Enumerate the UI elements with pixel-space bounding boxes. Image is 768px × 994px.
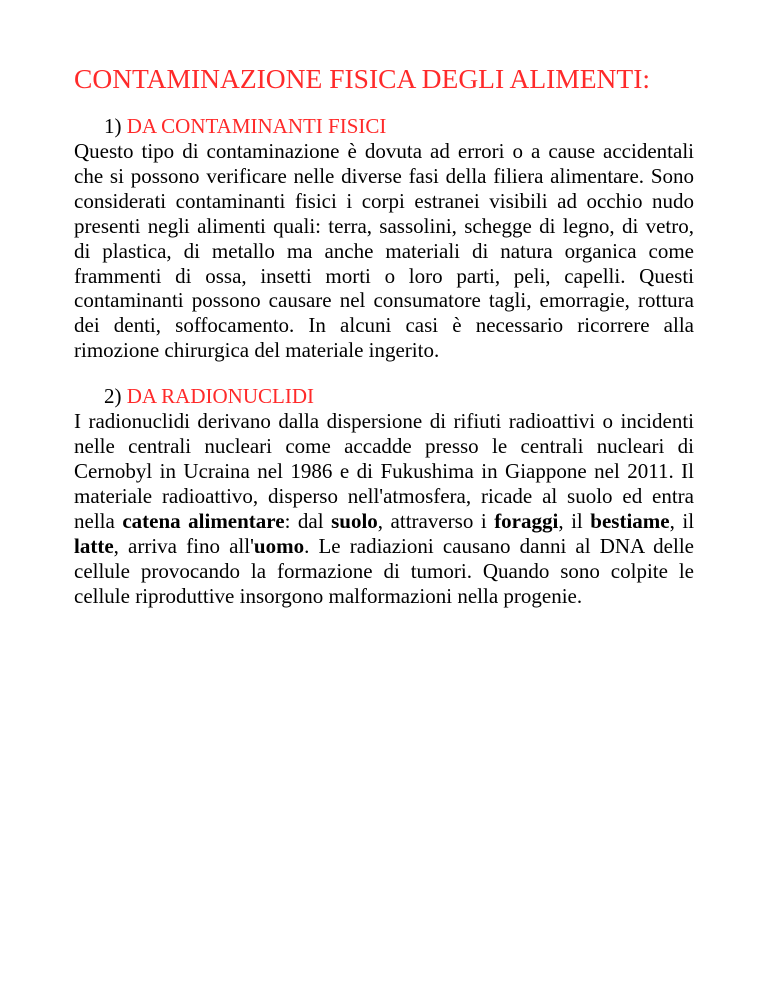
- section-heading: [74, 384, 694, 409]
- paragraph-text: : dal: [284, 508, 332, 533]
- section-paragraph: [74, 409, 694, 608]
- bold-term: suolo: [331, 508, 378, 533]
- paragraph-text: . Le radiazioni causano danni al DNA delle cellule provocando la formazione di tumori. Quando sono colpite le cellule riproduttive insorgono malformazioni nella progenie.: [74, 533, 694, 608]
- paragraph-text: , il: [669, 508, 695, 533]
- document-page: [74, 62, 694, 608]
- paragraph-text: , attraverso i: [377, 508, 495, 533]
- paragraph-text: I radionuclidi derivano dalla dispersione di rifiuti radioattivi o incidenti nelle centrali nucleari come accadde presso le centrali nucleari di Cernobyl in Ucraina nel 1986 e di Fukushima in Giappone nel 2011. Il materiale radioattivo, disperso nell'atmosfera, ricade al suolo ed entra nella: [74, 409, 694, 533]
- page-title: CONTAMINAZIONE FISICA DEGLI ALIMENTI:: [74, 63, 651, 94]
- section-contaminanti-fisici: [74, 114, 694, 363]
- bold-term: foraggi: [494, 508, 559, 533]
- section-title: DA RADIONUCLIDI: [126, 384, 314, 409]
- section-title: DA CONTAMINANTI FISICI: [126, 114, 387, 138]
- paragraph-text: , il: [558, 508, 591, 533]
- bold-term: bestiame: [590, 508, 670, 533]
- section-paragraph: Questo tipo di contaminazione è dovuta ad errori o a cause accidentali che si possono verificare nelle diverse fasi della filiera alimentare. Sono considerati contaminanti fisici i corpi estranei visibili ad occhio nudo presenti negli alimenti quali: terra, sassolini, schegge di legno, di vetro, di plastica, di metallo ma anche materiali di natura organica come frammenti di ossa, insetti morti o loro parti, peli, capelli. Questi contaminanti possono causare nel consumatore tagli, emorragie, rottura dei denti, soffocamento. In alcuni casi è necessario ricorrere alla rimozione chirurgica del materiale ingerito.: [74, 139, 694, 363]
- bold-term: catena alimentare: [122, 508, 285, 533]
- bold-term: latte: [74, 533, 114, 558]
- paragraph-text: , arriva fino all': [113, 533, 254, 558]
- section-number: 2): [104, 384, 122, 409]
- section-radionuclidi: [74, 384, 694, 608]
- bold-term: uomo: [253, 533, 305, 558]
- section-heading: [74, 114, 694, 139]
- section-number: 1): [104, 114, 122, 138]
